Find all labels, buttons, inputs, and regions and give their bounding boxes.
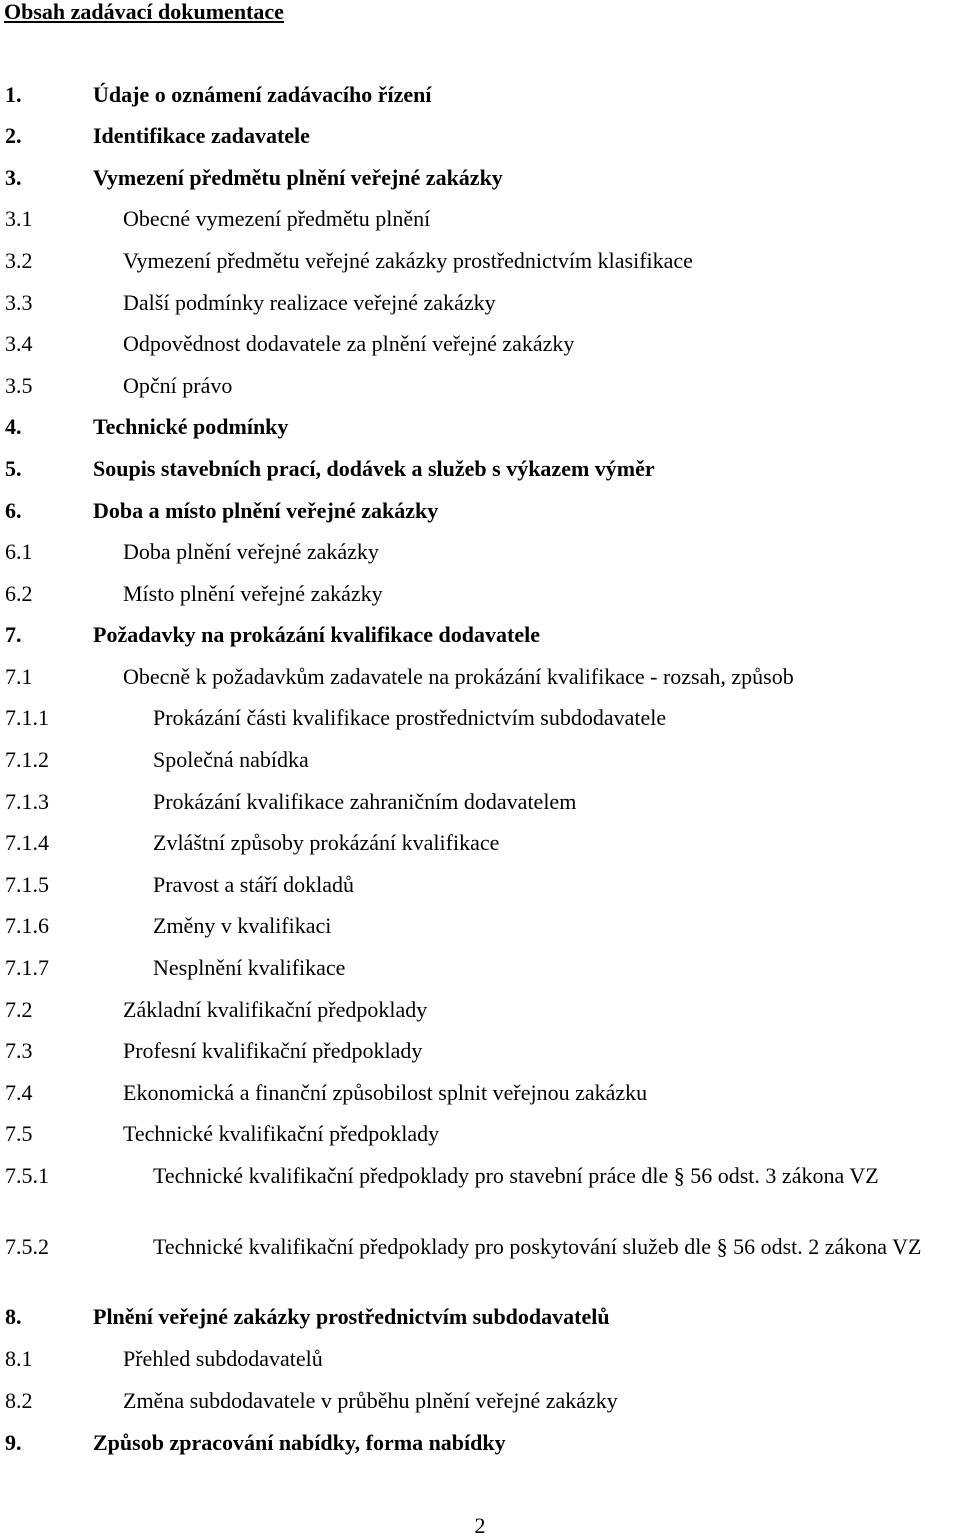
toc-entry-number: 7.1	[5, 664, 33, 689]
page-number: 2	[474, 1513, 486, 1538]
toc-entry-text: Změna subdodavatele v průběhu plnění veřejné zakázky	[123, 1388, 618, 1413]
toc-entry-number: 3.5	[5, 373, 33, 398]
toc-entry-text: Technické kvalifikační předpoklady pro stavební práce dle § 56 odst. 3 zákona VZ	[153, 1163, 879, 1188]
toc-entry-text: Nesplnění kvalifikace	[153, 955, 346, 980]
toc-entry-text: Další podmínky realizace veřejné zakázky	[123, 290, 496, 315]
toc-entry-number: 1.	[5, 82, 22, 107]
toc-entry-text: Zvláštní způsoby prokázání kvalifikace	[153, 830, 500, 855]
toc-entry-number: 8.2	[5, 1388, 33, 1413]
toc-entry-text: Obecně k požadavkům zadavatele na prokázání kvalifikace - rozsah, způsob	[123, 664, 794, 689]
toc-entry-number: 7.1.3	[5, 789, 49, 814]
toc-entry-number: 7.1.2	[5, 747, 49, 772]
toc-entry-text: Odpovědnost dodavatele za plnění veřejné zakázky	[123, 331, 575, 356]
toc-entry-number: 3.1	[5, 206, 33, 231]
toc-entry-number: 7.4	[5, 1080, 33, 1105]
toc-entry-text: Přehled subdodavatelů	[123, 1346, 323, 1371]
toc-entry-number: 3.2	[5, 248, 33, 273]
toc-entry-number: 7.1.7	[5, 955, 49, 980]
toc-entry-text: Místo plnění veřejné zakázky	[123, 581, 383, 606]
toc-entry-text: Profesní kvalifikační předpoklady	[123, 1038, 423, 1063]
toc-entry-number: 7.1.4	[5, 830, 49, 855]
toc-entry-text: Vymezení předmětu plnění veřejné zakázky	[93, 165, 503, 190]
toc-entry-text: Požadavky na prokázání kvalifikace dodavatele	[93, 622, 540, 647]
toc-entry-number: 7.5	[5, 1121, 33, 1146]
toc-entry-number: 7.1.6	[5, 913, 49, 938]
toc-entry-text: Soupis stavebních prací, dodávek a služeb s výkazem výměr	[93, 456, 655, 481]
toc-entry-text: Identifikace zadavatele	[93, 123, 310, 148]
toc-entry-number: 7.2	[5, 997, 33, 1022]
toc-entry-number: 6.	[5, 498, 22, 523]
toc-entry-number: 7.5.2	[5, 1234, 49, 1259]
toc-entry-text: Ekonomická a finanční způsobilost splnit veřejnou zakázku	[123, 1080, 648, 1105]
toc-entry-number: 6.1	[5, 539, 33, 564]
toc-entry-text: Technické kvalifikační předpoklady	[123, 1121, 440, 1146]
toc-entry-text: Vymezení předmětu veřejné zakázky prostřednictvím klasifikace	[123, 248, 693, 273]
toc-entry-number: 7.5.1	[5, 1163, 49, 1188]
toc-entry-number: 2.	[5, 123, 22, 148]
toc-entry-text: Změny v kvalifikaci	[153, 913, 332, 938]
toc-entry-text: Prokázání části kvalifikace prostřednictvím subdodavatele	[153, 705, 667, 730]
toc-entry-number: 7.3	[5, 1038, 33, 1063]
toc-entry-text: Základní kvalifikační předpoklady	[123, 997, 428, 1022]
toc-entry-text: Údaje o oznámení zadávacího řízení	[93, 82, 432, 107]
toc-entry-text: Obecné vymezení předmětu plnění	[123, 206, 431, 231]
toc-entry-number: 7.	[5, 622, 22, 647]
toc-entry-text: Doba a místo plnění veřejné zakázky	[93, 498, 439, 523]
toc-entry-text: Způsob zpracování nabídky, forma nabídky	[93, 1430, 506, 1455]
toc-entry-number: 7.1.1	[5, 705, 49, 730]
toc-entry-number: 8.	[5, 1304, 22, 1329]
toc-entry-number: 3.4	[5, 331, 33, 356]
toc-entry-text: Technické podmínky	[93, 414, 289, 439]
toc-entry-number: 3.3	[5, 290, 33, 315]
toc-entry-text: Technické kvalifikační předpoklady pro poskytování služeb dle § 56 odst. 2 zákona VZ	[153, 1234, 922, 1259]
toc-entry-text: Doba plnění veřejné zakázky	[123, 539, 379, 564]
toc-entry-number: 4.	[5, 414, 22, 439]
toc-entry-number: 9.	[5, 1430, 22, 1455]
toc-entry-number: 8.1	[5, 1346, 33, 1371]
toc-entry-number: 7.1.5	[5, 872, 49, 897]
toc-entry-number: 3.	[5, 165, 22, 190]
toc-entry-text: Společná nabídka	[153, 747, 309, 772]
document-title: Obsah zadávací dokumentace	[4, 0, 284, 24]
toc-entry-text: Plnění veřejné zakázky prostřednictvím subdodavatelů	[93, 1304, 610, 1329]
toc-entry-text: Prokázání kvalifikace zahraničním dodavatelem	[153, 789, 577, 814]
toc-entry-text: Pravost a stáří dokladů	[153, 872, 355, 897]
toc-entry-number: 6.2	[5, 581, 33, 606]
toc-entry-text: Opční právo	[123, 373, 233, 398]
toc-entry-number: 5.	[5, 456, 22, 481]
